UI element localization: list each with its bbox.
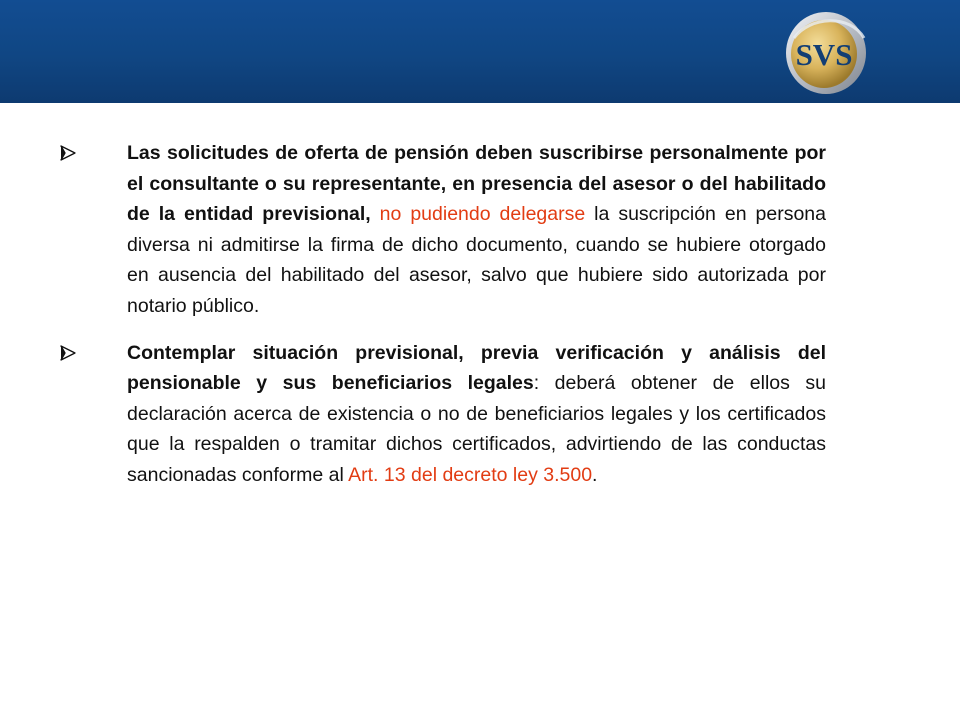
end-text: . — [592, 463, 598, 486]
paragraph-situation — [127, 338, 826, 491]
highlight-text: Art. 13 del decreto ley 3.500 — [348, 463, 593, 486]
list-item — [60, 338, 826, 491]
plain-text: la suscripción en persona diversa ni admitirse la firma de dicho documento, cuando se hubiere otorgado en ausencia del habilitado del asesor, salvo que hubiere sido autorizada por notario público. — [127, 203, 826, 317]
svs-logo — [780, 8, 870, 98]
bold-text: Contemplar situación previsional, previa verificación y análisis del pensionable y sus beneficiarios legales — [127, 341, 826, 395]
paragraph-signing — [127, 138, 826, 322]
bullet-list — [60, 138, 826, 507]
list-item — [60, 138, 826, 322]
logo-text: SVS — [795, 37, 853, 72]
highlight-text: no pudiendo delegarse — [370, 203, 586, 226]
arrow-bullet-icon — [60, 145, 76, 161]
plain-text: : deberá obtener de ellos su declaración acerca de existencia o no de beneficiarios legales y los certificados que la respalden o tramitar dichos certificados, advirtiendo de las conductas sancionadas conforme al — [127, 372, 826, 486]
bold-text: Las solicitudes de oferta de pensión deben suscribirse personalmente por el consultante o su representante, en presencia del asesor o del habilitado de la entidad previsional, — [127, 142, 826, 226]
arrow-bullet-icon — [60, 345, 76, 361]
